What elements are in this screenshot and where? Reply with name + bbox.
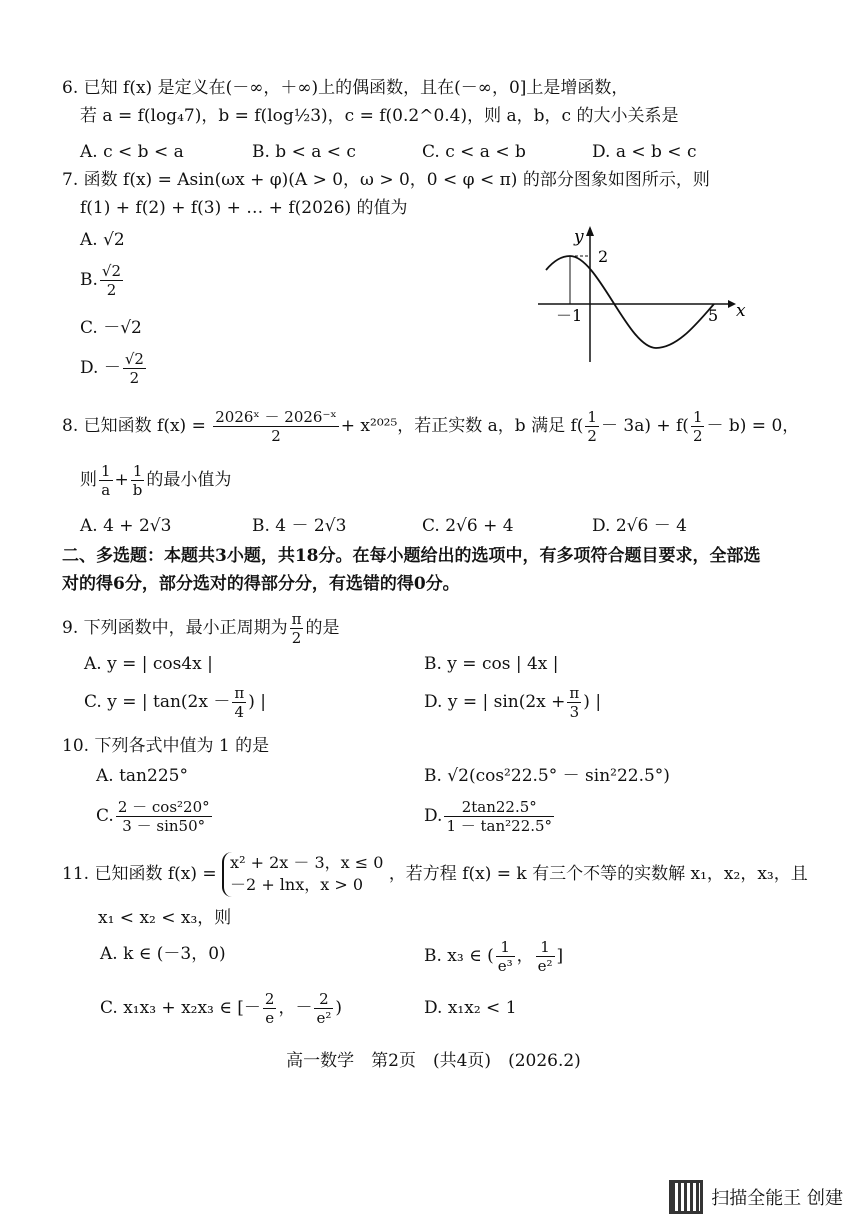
q6-option-b: B. b < a < c xyxy=(252,142,356,162)
q10-stem: 10. 下列各式中值为 1 的是 xyxy=(62,736,270,756)
y-axis-label: y xyxy=(574,227,584,247)
sine-curve xyxy=(546,256,714,348)
scanner-watermark xyxy=(669,1180,843,1214)
q7-option-c: C. －√2 xyxy=(80,318,142,338)
q10-option-d: D. $\frac{2\tan 22.5^\circ}{\text{1 － tan²22.5°}}$ xyxy=(424,798,553,835)
q6-stem-line1: 6. 已知 f(x) 是定义在(－∞，＋∞)上的偶函数，且在(－∞，0]上是增函数， xyxy=(62,78,629,98)
q8-option-d: D. 2√6 － 4 xyxy=(592,516,687,536)
q7-option-d: D. － $\frac{√2}{2}$ xyxy=(80,350,144,387)
q11-option-c: C. x₁x₃ + x₂x₃ ∈ [－ $\frac{2}{e}$ ，－ $\frac{2}{\text{e²}}$ ) xyxy=(100,990,342,1027)
q10-option-b: B. √2(cos²22.5° － sin²22.5°) xyxy=(424,766,670,786)
q11-option-a: A. k ∈ (－3，0) xyxy=(100,944,226,964)
y-axis-arrow xyxy=(586,226,594,236)
left-tick-label: －1 xyxy=(556,306,583,325)
x-axis-label: x xyxy=(736,301,746,321)
scanner-label: 扫描全能王 创建 xyxy=(711,1188,843,1209)
q11-stem-line1: 11. 已知函数 f(x) = x² + 2x － 3，x ≤ 0 －2 + lnx，x > 0 ，若方程 f(x) = k 有三个不等的实数解 x₁，x₂，x₃，且 xyxy=(62,852,808,897)
peak-label: 2 xyxy=(598,247,609,266)
section2-heading-line1: 二、多选题：本题共3小题，共18分。在每小题给出的选项中，有多项符合题目要求，全部选 xyxy=(62,546,761,566)
q8-stem-line2: 则 $\frac{1}{a}$ + $\frac{1}{b}$ 的最小值为 xyxy=(80,462,232,499)
q6-option-a: A. c < b < a xyxy=(80,142,184,162)
piecewise-brace: x² + 2x － 3，x ≤ 0 －2 + lnx，x > 0 xyxy=(222,852,383,897)
q7-stem-line2: f(1) + f(2) + f(3) + … + f(2026) 的值为 xyxy=(80,198,408,218)
q6-option-c: C. c < a < b xyxy=(422,142,526,162)
q10-option-c: C. $\frac{\text{2 － cos²20°}}{3 - \sin 50^\circ}$ xyxy=(96,798,210,835)
q7-option-b: B. $\frac{√2}{2}$ xyxy=(80,262,122,299)
q9-option-b: B. y = cos | 4x | xyxy=(424,654,559,674)
section2-heading-line2: 对的得6分，部分选对的得部分分，有选错的得0分。 xyxy=(62,574,460,594)
q9-option-a: A. y = | cos4x | xyxy=(84,654,213,674)
q10-option-a: A. tan225° xyxy=(96,766,188,786)
q7-stem-line1: 7. 函数 f(x) = Asin(ωx + φ)(A > 0，ω > 0，0 < φ < π) 的部分图象如图所示，则 xyxy=(62,170,710,190)
q8-option-a: A. 4 + 2√3 xyxy=(80,516,172,536)
x-axis-arrow xyxy=(728,300,736,308)
q9-option-c: C. y = | tan(2x － $\frac{\pi}{4}$ ) | xyxy=(84,684,266,721)
q9-option-d: D. y = | sin(2x + $\frac{\pi}{3}$ ) | xyxy=(424,684,602,721)
q8-option-c: C. 2√6 + 4 xyxy=(422,516,514,536)
q6-stem-line2: 若 a = f(log₄7)，b = f(log½3)，c = f(0.2^0.4)，则 a，b，c 的大小关系是 xyxy=(80,106,679,126)
q11-option-d: D. x₁x₂ < 1 xyxy=(424,998,517,1018)
page-footer: 高一数学 第2页 (共4页) (2026.2) xyxy=(286,1051,581,1071)
q11-stem-line2: x₁ < x₂ < x₃，则 xyxy=(98,908,232,928)
q11-option-b: B. x₃ ∈ ( $\frac{1}{\text{e³}}$ ， $\frac{1}{\text{e²}}$ ] xyxy=(424,938,564,975)
q7-sine-graph xyxy=(528,222,748,367)
q6-option-d: D. a < b < c xyxy=(592,142,697,162)
right-tick-label: 5 xyxy=(708,306,719,325)
q9-stem: 9. 下列函数中，最小正周期为 $\frac{\pi}{2}$ 的是 xyxy=(62,610,340,647)
q8-option-b: B. 4 － 2√3 xyxy=(252,516,347,536)
q7-option-a: A. √2 xyxy=(80,230,125,250)
qr-code-icon xyxy=(669,1180,703,1214)
q8-stem-line1: 8. 已知函数 f(x) = $\frac{\text{2026ˣ － 2026⁻ˣ}}{2}$ + x²⁰²⁵，若正实数 a，b 满足 f( $\frac{1}{2}$ － 3a) + f( $\frac{1}{2}$ － b) = 0， xyxy=(62,408,800,445)
